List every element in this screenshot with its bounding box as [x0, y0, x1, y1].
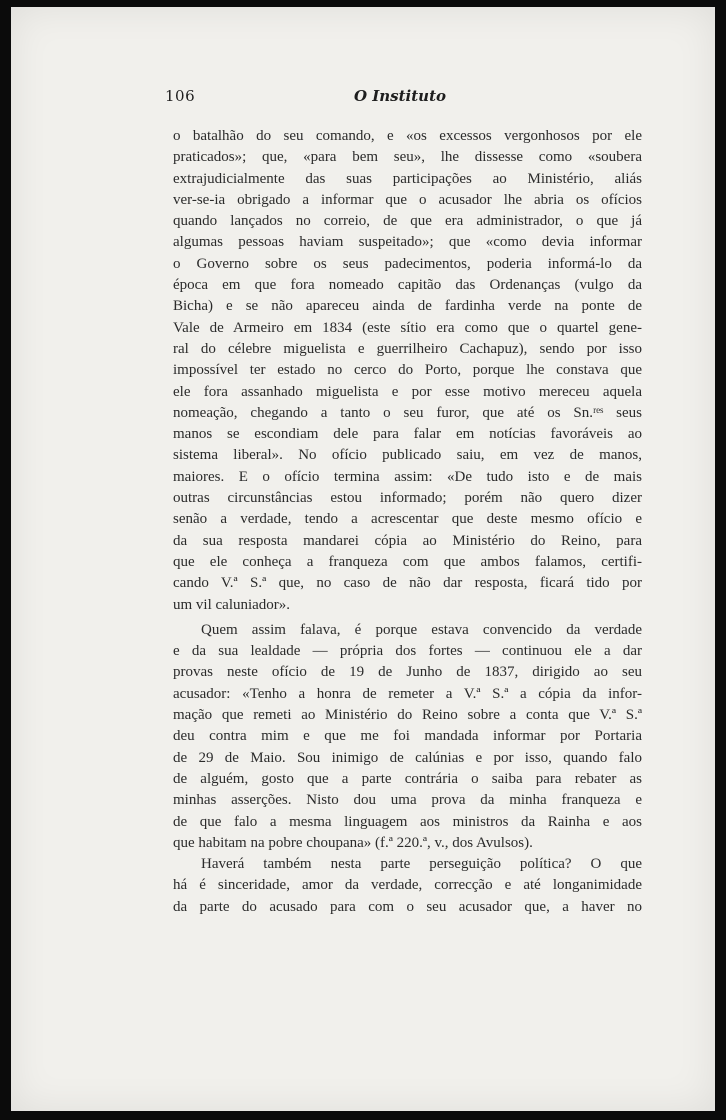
text-line: que ele conheça a franqueza com que ambos falamos, certifi-	[173, 553, 642, 570]
text-line: um vil caluniador».	[173, 596, 291, 613]
text-line: ele fora assanhado miguelista e por esse motivo mereceu aquela	[173, 383, 642, 400]
text-line: cando V.ª S.ª que, no caso de não dar resposta, ficará tido por	[173, 575, 642, 592]
paragraph-3	[173, 854, 642, 918]
text-line: outras circunstâncias estou informado; porém não quero dizer	[173, 490, 642, 507]
page-header	[165, 87, 635, 109]
text-line: o batalhão do seu comando, e «os excessos vergonhosos por ele	[173, 128, 642, 144]
text-line: época em que fora nomeado capitão das Ordenanças (vulgo da	[173, 277, 642, 294]
text-line: nomeação, chegando a tanto o seu furor, que até os Sn.ʳᵉˢ seus	[173, 404, 642, 421]
paragraph-1	[173, 126, 642, 616]
text-line: provas neste ofício de 19 de Junho de 1837, dirigido ao seu	[173, 664, 642, 681]
text-line: manos se escondiam dele para falar em notícias favoráveis ao	[173, 426, 642, 443]
text-line: há é sinceridade, amor da verdade, correcção e até longanimidade	[173, 877, 642, 894]
text-line: impossível ter estado no cerco do Porto, porque lhe constava que	[173, 362, 642, 379]
text-line: Quem assim falava, é porque estava convencido da verdade	[201, 621, 642, 638]
text-line: extrajudicialmente das suas participações ao Ministério, aliás	[173, 170, 642, 187]
text-line: mação que remeti ao Ministério do Reino sobre a conta que V.ª S.ª	[173, 707, 642, 724]
text-line: o Governo sobre os seus padecimentos, poderia informá-lo da	[173, 255, 642, 272]
text-line: deu contra mim e que me foi mandada informar por Portaria	[173, 728, 642, 745]
text-line: de que falo a mesma linguagem aos ministros da Rainha e aos	[173, 813, 642, 830]
text-line: de 29 de Maio. Sou inimigo de calúnias e por isso, quando falo	[173, 749, 642, 766]
text-line: e da sua lealdade — própria dos fortes — continuou ele a dar	[173, 643, 642, 660]
text-line: da parte do acusado para com o seu acusador que, a haver no	[173, 898, 642, 915]
text-line: da sua resposta mandarei cópia ao Ministério do Reino, para	[173, 532, 642, 549]
text-line: quando lançados no correio, de que era administrador, o que já	[173, 213, 642, 230]
text-line: Vale de Armeiro em 1834 (este sítio era como que o quartel gene-	[173, 319, 642, 336]
text-line: de alguém, gosto que a parte contrária o saiba para rebater as	[173, 770, 642, 787]
running-title: O Instituto	[353, 87, 447, 105]
text-line: praticados»; que, «para bem seu», lhe dissesse como «soubera	[173, 149, 642, 166]
text-line: Haverá também nesta parte perseguição política? O que	[201, 856, 642, 873]
text-line: senão a verdade, tendo a acrescentar que deste mesmo ofício e	[173, 511, 642, 528]
text-line: algumas pessoas haviam suspeitado»; que «como devia informar	[173, 234, 642, 251]
text-line: maiores. E o ofício termina assim: «De tudo isto e de mais	[173, 468, 642, 485]
text-line: ral do célebre miguelista e guerrilheiro Cachapuz), sendo por isso	[173, 340, 642, 357]
text-line: sistema liberal». No ofício publicado saiu, em vez de manos,	[173, 447, 642, 464]
text-line: Bicha) e se não apareceu ainda de fardinha verde na ponte de	[173, 298, 642, 315]
body-text	[173, 126, 642, 918]
text-line: que habitam na pobre choupana» (f.ª 220.ª, v., dos Avulsos).	[173, 834, 533, 851]
text-line: minhas asserções. Nisto dou uma prova da minha franqueza e	[173, 792, 642, 809]
paragraph-2	[173, 620, 642, 854]
text-line: ver-se-ia obrigado a informar que o acusador lhe abria os ofícios	[173, 191, 642, 208]
page-number: 106	[165, 87, 196, 105]
text-line: acusador: «Tenho a honra de remeter a V.ª S.ª a cópia da infor-	[173, 685, 642, 702]
